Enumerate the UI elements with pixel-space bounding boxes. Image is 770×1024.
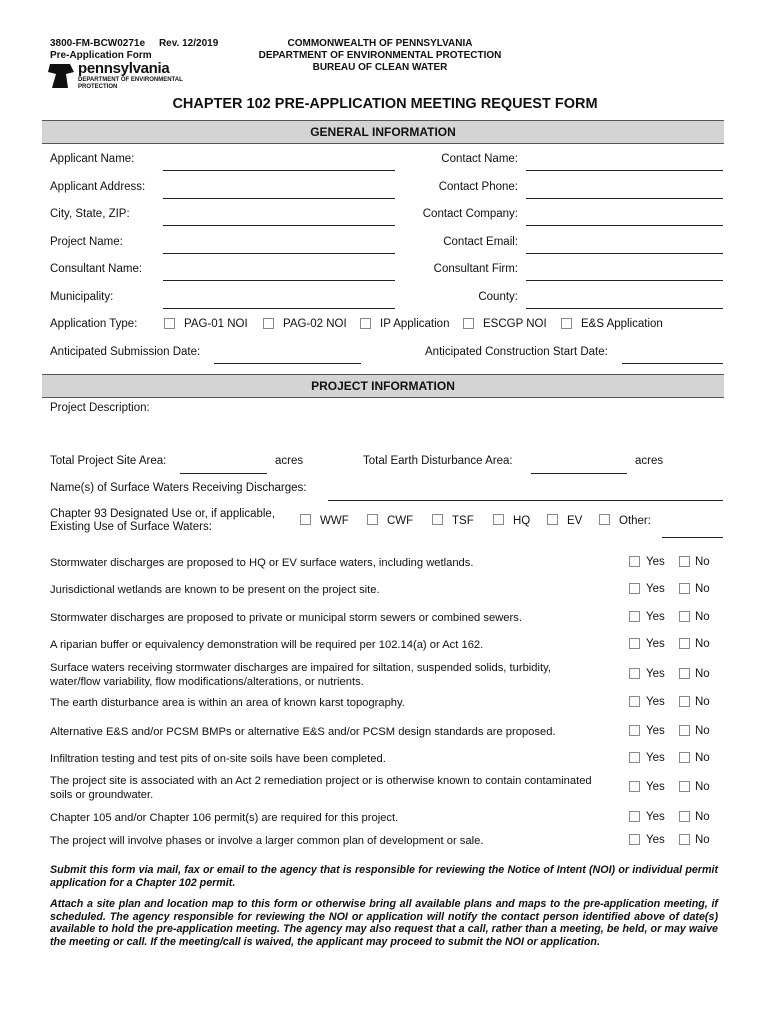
no-checkbox[interactable]: [679, 668, 690, 679]
checkbox-label: WWF: [320, 515, 349, 527]
text-field[interactable]: [526, 225, 723, 226]
construction-date-field[interactable]: [622, 363, 723, 364]
yes-label: Yes: [646, 752, 665, 764]
site-area-unit: acres: [275, 455, 304, 467]
checkbox[interactable]: [367, 514, 378, 525]
no-label: No: [695, 811, 710, 823]
form-name: Pre-Application Form: [50, 50, 152, 61]
no-checkbox[interactable]: [679, 696, 690, 707]
site-area-field[interactable]: [180, 473, 267, 474]
field-label: Applicant Address:: [50, 181, 146, 193]
question-text: Stormwater discharges are proposed to private or municipal storm sewers or combined sewers.: [50, 612, 522, 624]
checkbox[interactable]: [300, 514, 311, 525]
checkbox-label: PAG-02 NOI: [283, 318, 347, 330]
question-text: Stormwater discharges are proposed to HQ or EV surface waters, including wetlands.: [50, 557, 474, 569]
yes-checkbox[interactable]: [629, 611, 640, 622]
no-label: No: [695, 611, 710, 623]
question-text: Jurisdictional wetlands are known to be present on the project site.: [50, 584, 380, 596]
no-checkbox[interactable]: [679, 638, 690, 649]
yes-checkbox[interactable]: [629, 638, 640, 649]
checkbox[interactable]: [493, 514, 504, 525]
general-info-heading: GENERAL INFORMATION: [42, 120, 724, 144]
yes-label: Yes: [646, 668, 665, 680]
surface-waters-field[interactable]: [328, 500, 723, 501]
field-label: Contact Email:: [443, 236, 518, 248]
text-field[interactable]: [526, 253, 723, 254]
no-checkbox[interactable]: [679, 781, 690, 792]
no-label: No: [695, 668, 710, 680]
yes-label: Yes: [646, 556, 665, 568]
yes-label: Yes: [646, 834, 665, 846]
checkbox-label: ESCGP NOI: [483, 318, 547, 330]
checkbox-label: IP Application: [380, 318, 450, 330]
checkbox[interactable]: [263, 318, 274, 329]
text-field[interactable]: [526, 170, 723, 171]
text-field[interactable]: [163, 198, 395, 199]
no-checkbox[interactable]: [679, 556, 690, 567]
pa-dep-logo: [48, 62, 188, 92]
text-field[interactable]: [163, 225, 395, 226]
question-text: Chapter 105 and/or Chapter 106 permit(s) are required for this project.: [50, 812, 399, 824]
yes-label: Yes: [646, 611, 665, 623]
no-label: No: [695, 725, 710, 737]
application-type-label: Application Type:: [50, 318, 138, 330]
field-label: County:: [478, 291, 518, 303]
disturbance-area-label: Total Earth Disturbance Area:: [363, 455, 513, 467]
yes-checkbox[interactable]: [629, 583, 640, 594]
project-description-label: Project Description:: [50, 402, 150, 414]
checkbox-label: PAG-01 NOI: [184, 318, 248, 330]
text-field[interactable]: [526, 198, 723, 199]
question-text: Infiltration testing and test pits of on-site soils have been completed.: [50, 753, 386, 765]
no-checkbox[interactable]: [679, 611, 690, 622]
yes-label: Yes: [646, 725, 665, 737]
submission-date-field[interactable]: [214, 363, 361, 364]
other-use-field[interactable]: [662, 537, 723, 538]
attach-instructions: Attach a site plan and location map to this form or otherwise bring all available plans and maps to the pre-application meeting, if scheduled. The agency responsible for reviewing the NOI or application will notify the contact person identified above of date(s) available to hold the pre-application meeting. The agency may also request that a call, rather than a meeting, be held, or may waive the meeting or call. If the meeting/call is waived, the applicant may proceed to submit the NOI or application.: [50, 898, 718, 948]
checkbox-label: CWF: [387, 515, 414, 527]
yes-label: Yes: [646, 781, 665, 793]
no-checkbox[interactable]: [679, 583, 690, 594]
no-checkbox[interactable]: [679, 752, 690, 763]
no-label: No: [695, 752, 710, 764]
form-revision: Rev. 12/2019: [158, 38, 219, 49]
agency-header: [220, 38, 540, 74]
checkbox-label: E&S Application: [581, 318, 663, 330]
no-checkbox[interactable]: [679, 811, 690, 822]
form-id-line: [50, 38, 218, 62]
field-label: Contact Name:: [441, 153, 518, 165]
yes-label: Yes: [646, 638, 665, 650]
checkbox[interactable]: [561, 318, 572, 329]
no-label: No: [695, 834, 710, 846]
checkbox[interactable]: [463, 318, 474, 329]
yes-label: Yes: [646, 811, 665, 823]
site-area-label: Total Project Site Area:: [50, 455, 167, 467]
checkbox[interactable]: [599, 514, 610, 525]
field-label: Contact Phone:: [438, 181, 518, 193]
yes-label: Yes: [646, 583, 665, 595]
yes-checkbox[interactable]: [629, 725, 640, 736]
text-field[interactable]: [526, 280, 723, 281]
text-field[interactable]: [163, 253, 395, 254]
field-label: Municipality:: [50, 291, 114, 303]
no-label: No: [695, 781, 710, 793]
submission-date-label: Anticipated Submission Date:: [50, 346, 201, 358]
yes-checkbox[interactable]: [629, 781, 640, 792]
checkbox[interactable]: [164, 318, 175, 329]
yes-checkbox[interactable]: [629, 752, 640, 763]
construction-date-label: Anticipated Construction Start Date:: [425, 346, 608, 358]
disturbance-area-unit: acres: [635, 455, 664, 467]
logo-wordmark: pennsylvania: [78, 60, 170, 77]
question-text: The earth disturbance area is within an area of known karst topography.: [50, 697, 405, 709]
no-label: No: [695, 696, 710, 708]
question-text: A riparian buffer or equivalency demonstration will be required per 102.14(a) or Act 162.: [50, 639, 484, 651]
checkbox-label: EV: [567, 515, 583, 527]
no-checkbox[interactable]: [679, 834, 690, 845]
checkbox-label: Other:: [619, 515, 651, 527]
agency-line-1: COMMONWEALTH OF PENNSYLVANIA: [287, 38, 473, 49]
agency-line-2: DEPARTMENT OF ENVIRONMENTAL PROTECTION: [258, 50, 502, 61]
yes-checkbox[interactable]: [629, 834, 640, 845]
yes-checkbox[interactable]: [629, 696, 640, 707]
yes-checkbox[interactable]: [629, 811, 640, 822]
field-label: Consultant Firm:: [433, 263, 518, 275]
no-label: No: [695, 583, 710, 595]
yes-label: Yes: [646, 696, 665, 708]
no-label: No: [695, 556, 710, 568]
text-field[interactable]: [526, 308, 723, 309]
yes-checkbox[interactable]: [629, 556, 640, 567]
checkbox[interactable]: [547, 514, 558, 525]
question-text: Alternative E&S and/or PCSM BMPs or alternative E&S and/or PCSM design standards are proposed.: [50, 726, 556, 738]
form-id: 3800-FM-BCW0271e: [50, 38, 146, 49]
question-text: The project site is associated with an Act 2 remediation project or is otherwise known to contain contaminated soils or groundwater.: [50, 775, 592, 801]
text-field[interactable]: [163, 308, 395, 309]
yes-checkbox[interactable]: [629, 668, 640, 679]
no-label: No: [695, 638, 710, 650]
question-text: Surface waters receiving stormwater discharges are impaired for siltation, suspended solids, turbidity, water/flow variability, flow modifications/alterations, or nutrients.: [50, 662, 551, 688]
checkbox-label: HQ: [513, 515, 531, 527]
keystone-icon: [48, 62, 74, 90]
surface-waters-label: Name(s) of Surface Waters Receiving Discharges:: [50, 482, 307, 494]
page-title: CHAPTER 102 PRE-APPLICATION MEETING REQUEST FORM: [172, 96, 598, 112]
logo-subtitle: DEPARTMENT OF ENVIRONMENTAL PROTECTION: [78, 77, 183, 90]
project-info-heading: PROJECT INFORMATION: [42, 374, 724, 398]
field-label: Consultant Name:: [50, 263, 143, 275]
text-field[interactable]: [163, 170, 395, 171]
agency-line-3: BUREAU OF CLEAN WATER: [312, 62, 448, 73]
text-field[interactable]: [163, 280, 395, 281]
field-label: Contact Company:: [422, 208, 518, 220]
field-label: Project Name:: [50, 236, 123, 248]
checkbox[interactable]: [360, 318, 371, 329]
checkbox-label: TSF: [452, 515, 474, 527]
no-checkbox[interactable]: [679, 725, 690, 736]
disturbance-area-field[interactable]: [531, 473, 627, 474]
submit-instructions: Submit this form via mail, fax or email to the agency that is responsible for reviewing the Notice of Intent (NOI) or individual permit application for a Chapter 102 permit.: [50, 864, 718, 889]
checkbox[interactable]: [432, 514, 443, 525]
field-label: City, State, ZIP:: [50, 208, 130, 220]
field-label: Applicant Name:: [50, 153, 135, 165]
chapter93-label: Chapter 93 Designated Use or, if applicable, Existing Use of Surface Waters:: [50, 508, 276, 533]
question-text: The project will involve phases or involve a larger common plan of development or sale.: [50, 835, 484, 847]
